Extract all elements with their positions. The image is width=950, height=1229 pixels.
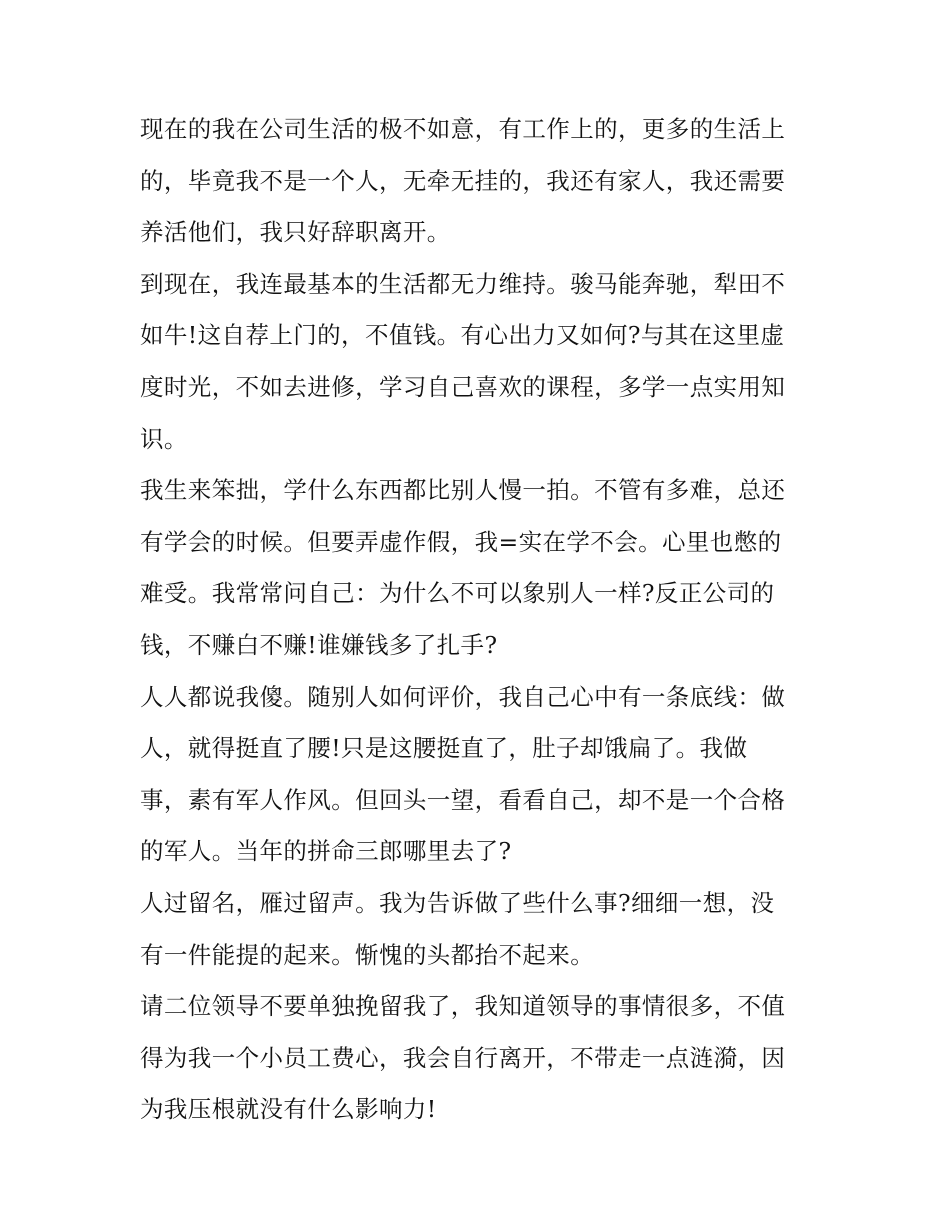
text-line: 钱，不赚白不赚!谁嫌钱多了扎手? [140, 630, 498, 659]
document-body [140, 104, 812, 1136]
text-line: 度时光，不如去进修，学习自己喜欢的课程，多学一点实用知 [140, 372, 786, 401]
text-line: 事，素有军人作风。但回头一望，看看自己，却不是一个合格 [140, 785, 786, 814]
text-line: 有一件能提的起来。惭愧的头都抬不起来。 [140, 940, 595, 969]
text-line: 为我压根就没有什么影响力! [140, 1095, 437, 1124]
text-line: 如牛!这自荐上门的，不值钱。有心出力又如何?与其在这里虚 [140, 321, 785, 350]
text-line: 的，毕竟我不是一个人，无牵无挂的，我还有家人，我还需要 [140, 166, 786, 195]
text-line: 人人都说我傻。随别人如何评价，我自己心中有一条底线：做 [140, 682, 786, 711]
text-line: 人过留名，雁过留声。我为告诉做了些什么事?细细一想，没 [140, 888, 775, 917]
text-line: 难受。我常常问自己：为什么不可以象别人一样?反正公司的 [140, 579, 775, 608]
text-line: 人，就得挺直了腰!只是这腰挺直了，肚子却饿扁了。我做 [140, 734, 748, 763]
text-line: 的军人。当年的拼命三郎哪里去了? [140, 837, 512, 866]
text-line: 我生来笨拙，学什么东西都比别人慢一拍。不管有多难，总还 [140, 476, 786, 505]
text-line: 到现在，我连最基本的生活都无力维持。骏马能奔驰，犁田不 [140, 269, 786, 298]
text-line: 得为我一个小员工费心，我会自行离开，不带走一点涟漪，因 [140, 1043, 786, 1072]
text-line: 养活他们，我只好辞职离开。 [140, 218, 451, 247]
text-line: 有学会的时候。但要弄虚作假，我=实在学不会。心里也憋的 [140, 527, 782, 556]
text-line: 请二位领导不要单独挽留我了，我知道领导的事情很多，不值 [140, 992, 786, 1021]
text-line: 现在的我在公司生活的极不如意，有工作上的，更多的生活上 [140, 115, 786, 143]
text-line: 识。 [140, 424, 188, 453]
